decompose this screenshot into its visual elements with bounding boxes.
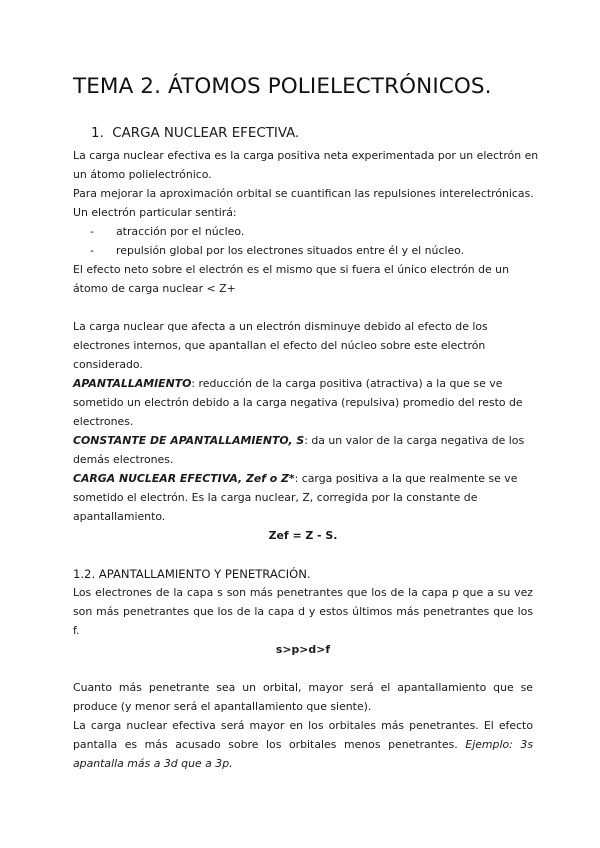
example-text: apantalla más a 3d que a 3p.	[73, 757, 233, 770]
paragraph-line: pantalla es más acusado sobre los orbitales menos penetrantes. Ejemplo: 3s	[73, 738, 533, 751]
definition-text: : reducción de la carga positiva (atractiva) a la que se ve	[191, 377, 503, 390]
paragraph-line: electrones internos, que apantallan el efecto del núcleo sobre este electrón	[73, 339, 486, 352]
paragraph-line: átomo de carga nuclear < Z+	[73, 282, 236, 295]
paragraph-line: Los electrones de la capa s son más penetrantes que los de la capa p que a su vez	[73, 586, 533, 599]
paragraph-line: demás electrones.	[73, 453, 174, 466]
formula: Zef = Z - S.	[268, 529, 338, 542]
paragraph-line: sometido un electrón debido a la carga negativa (repulsiva) promedio del resto de	[73, 396, 523, 409]
paragraph-line: apantallamiento.	[73, 510, 166, 523]
list-item: - repulsión global por los electrones situados entre él y el núcleo.	[90, 244, 465, 257]
paragraph-line: Cuanto más penetrante sea un orbital, mayor será el apantallamiento que se	[73, 681, 533, 694]
section-1-heading	[91, 126, 299, 141]
list-item-text: repulsión global por los electrones situados entre él y el núcleo.	[116, 244, 465, 257]
paragraph-line: Para mejorar la aproximación orbital se cuantifican las repulsiones interelectrónicas.	[73, 187, 534, 200]
paragraph-line: La carga nuclear efectiva es la carga positiva neta experimentada por un electrón en	[73, 149, 539, 162]
paragraph-line: La carga nuclear que afecta a un electrón disminuye debido al efecto de los	[73, 320, 488, 333]
definition-text: : da un valor de la carga negativa de los	[304, 434, 525, 447]
list-item-text: atracción por el núcleo.	[116, 225, 245, 238]
orbital-order: s>p>d>f	[275, 643, 331, 656]
paragraph-line: considerado.	[73, 358, 143, 371]
definition-term: APANTALLAMIENTO	[73, 377, 192, 390]
definition-term: CONSTANTE DE APANTALLAMIENTO, S	[73, 434, 305, 447]
section-1-number: 1.	[91, 126, 104, 141]
section-2-heading: 1.2. APANTALLAMIENTO Y PENETRACIÓN.	[73, 567, 311, 581]
paragraph-line: un átomo polielectrónico.	[73, 168, 212, 181]
paragraph-line: sometido el electrón. Es la carga nuclear, Z, corregida por la constante de	[73, 491, 478, 504]
paragraph-line: produce (y menor será el apantallamiento que siente).	[73, 700, 372, 713]
paragraph-line: son más penetrantes que los de la capa d y estos últimos más penetrantes que los	[73, 605, 533, 618]
section-2-body	[73, 583, 533, 773]
section-1-body	[73, 146, 539, 545]
section-1-title: CARGA NUCLEAR EFECTIVA.	[112, 126, 300, 141]
page-title: TEMA 2. ÁTOMOS POLIELECTRÓNICOS.	[73, 74, 492, 99]
paragraph-line: Un electrón particular sentirá:	[73, 206, 237, 219]
example-text: Ejemplo: 3s	[465, 738, 533, 751]
paragraph-line: La carga nuclear efectiva será mayor en los orbitales más penetrantes. El efecto	[73, 719, 533, 732]
definition-text: : carga positiva a la que realmente se ve	[294, 472, 518, 485]
paragraph-line: El efecto neto sobre el electrón es el mismo que si fuera el único electrón de un	[73, 263, 509, 276]
list-item: - atracción por el núcleo.	[90, 225, 245, 238]
paragraph-line: electrones.	[73, 415, 134, 428]
definition-term: CARGA NUCLEAR EFECTIVA, Zef o Z*	[73, 472, 295, 485]
paragraph-line: f.	[73, 624, 80, 637]
